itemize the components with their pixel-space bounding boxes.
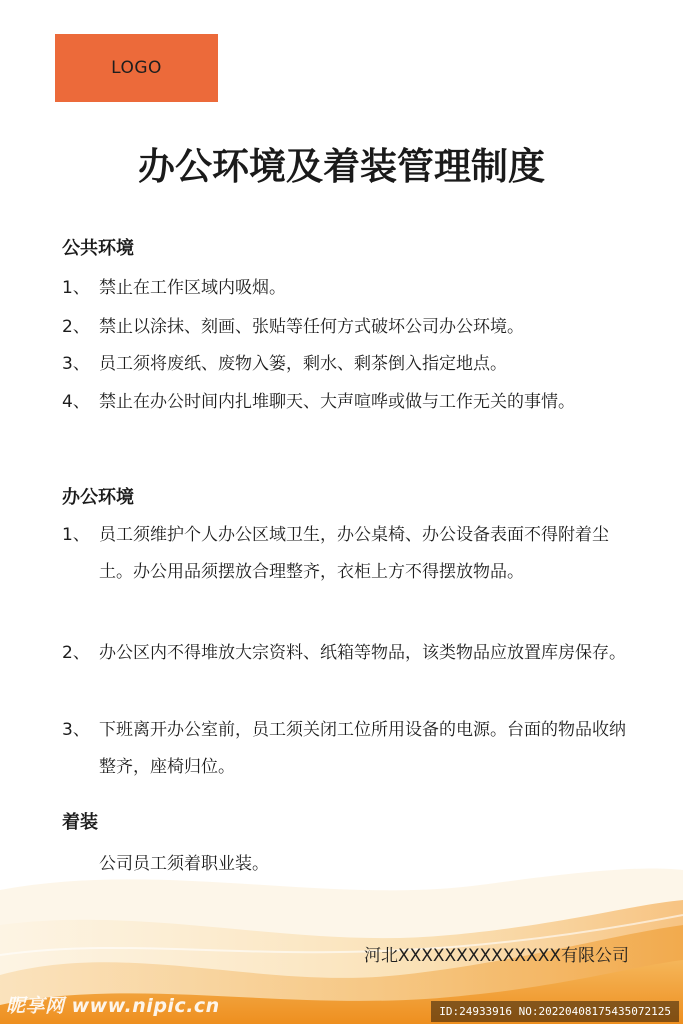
item-text: 禁止在办公时间内扎堆聊天、大声喧哗或做与工作无关的事情。 xyxy=(99,392,575,412)
item-text: 员工须维护个人办公区域卫生，办公桌椅、办公设备表面不得附着尘土。办公用品须摆放合理整齐，衣柜上方不得摆放物品。 xyxy=(99,525,609,582)
item-number: 3、 xyxy=(62,720,90,740)
item-number: 2、 xyxy=(62,317,90,337)
item-number: 2、 xyxy=(62,643,90,663)
item-number: 4、 xyxy=(62,392,90,412)
section-heading-public: 公共环境 xyxy=(62,238,134,259)
item-text: 办公区内不得堆放大宗资料、纸箱等物品，该类物品应放置库房保存。 xyxy=(99,643,626,663)
watermark-id: ID:24933916 NO:20220408175435072125 xyxy=(431,1001,679,1022)
page-title: 办公环境及着装管理制度 xyxy=(138,144,545,188)
attire-text: 公司员工须着职业装。 xyxy=(99,854,269,874)
watermark-site: 昵享网 www.nipic.cn xyxy=(6,995,220,1017)
item-number: 1、 xyxy=(62,525,90,545)
item-text: 禁止在工作区域内吸烟。 xyxy=(99,278,286,298)
item-text: 下班离开办公室前，员工须关闭工位所用设备的电源。台面的物品收纳整齐，座椅归位。 xyxy=(99,720,626,777)
section-heading-attire: 着装 xyxy=(62,812,98,833)
item-number: 3、 xyxy=(62,354,90,374)
logo-placeholder: LOGO xyxy=(55,34,218,102)
section-heading-office: 办公环境 xyxy=(62,487,134,508)
company-name: 河北XXXXXXXXXXXXXX有限公司 xyxy=(363,946,629,966)
item-text: 禁止以涂抹、刻画、张贴等任何方式破坏公司办公环境。 xyxy=(99,317,524,337)
item-text: 员工须将废纸、废物入篓，剩水、剩茶倒入指定地点。 xyxy=(99,354,507,374)
item-number: 1、 xyxy=(62,278,90,298)
